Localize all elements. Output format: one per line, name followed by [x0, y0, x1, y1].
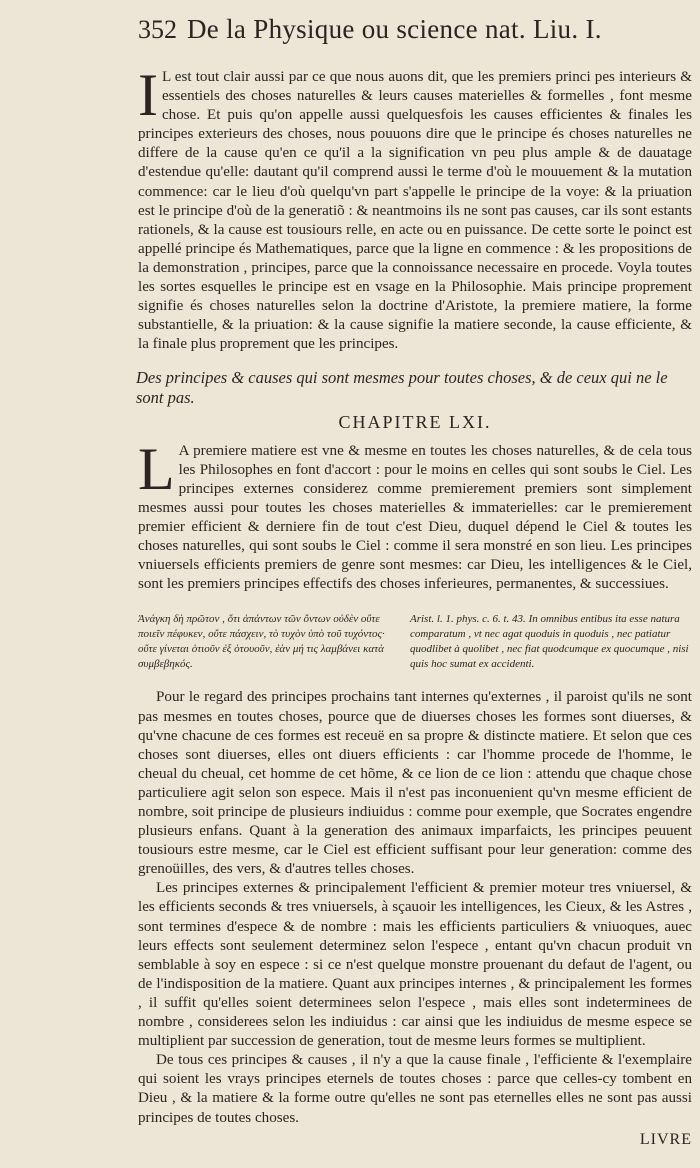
paragraph-intro — [138, 62, 692, 354]
drop-cap-l: L — [138, 435, 175, 502]
paragraph-chapter-open-text: A premiere matiere est vne & mesme en toutes les choses naturelles, & de cela tous les Philosophes en font d'accort : pour le moins en celles qui sont soubs le Ciel. Les principes externes considerez comme premierement premiers sont simplement mesmes aussi pour toutes les choses materielles & immaterielles: car le premierement premier efficient & derniere fin de tout c'est Dieu, duquel dépend le Ciel & toutes les choses naturelles, qui sont soubs le Ciel : comme il sera monstré en son lieu. Les principes vniuersels efficients premiers de genre sont mesmes: car Dieu, les intelligences & le Ciel, sont les premiers principes effectifs des choses inferieures, permanentes, & successiues. — [138, 442, 692, 593]
chapter-rubric: Des principes & causes qui sont mesmes pour toutes choses, & de ceux qui ne le sont pas. — [136, 368, 668, 407]
paragraph-intro-text: L est tout clair aussi par ce que nous auons dit, que les premiers princi pes interieurs & essentiels des choses naturelles & leurs causes materielles & formelles , font mesme chose. Et puis qu'on appelle aussi quelquesfois les causes efficientes & finales les principes exterieurs des choses, nous pouuons dire que le principe és choses naturelles ne differe de la cause qu'en ce qu'il a la signification vn peu plus ample & de dauatage d'estendue qu'elle: dautant qu'il comprend aussi le terme d'où le mouuement & la mutation commence: car le lieu d'où quelqu'vn part s'appelle le principe de la voye: & la priuation est le principe d'où de la generatiõ : & neantmoins ils ne sont pas causes, car ils sont estants rationels, & la cause est tousiours relle, en acte ou en puissance. De cette sorte le poinct est appellé principe és Mathematiques, parce que la ligne en commence : & les propositions de la demonstration , principes, parce que la connoissance necessaire en procede. Voyla toutes les sortes esquelles le principe est en vsage en la Philosophie. Mais principe proprement signifie és choses naturelles selon la doctrine d'Aristote, la premiere matiere, la forme substantielle, & la priuation: & la cause signifie la matiere seconde, la cause efficiente, & la finale plus proprement que les principes. — [138, 69, 692, 353]
drop-cap-i: I — [138, 62, 158, 128]
catchword: LIVRE — [639, 1130, 692, 1148]
paragraph-external-principles: Les principes externes & principalement l'efficient & premier moteur tres vniuersel, & les efficients seconds & tres vniuersels, à sçauoir les intelligences, les Cieux, & les Astres , sont termines d'espece & de nombre : mais les efficients particuliers & vniuoques, auec leurs effects sont seulement determinez selon l'espece , entant qu'vn chacun produit vn semblable à soy en espece : si ce n'est quelque monstre prouenant du defaut de l'agent, ou de l'indisposition de la matiere. Quant aux principes internes , & principalement les formes , il suffit qu'elles soient determinees selon l'espece , mais elles sont indeterminees de nombre , considerees selon les indiuidus : car ainsi que les indiuidus de mesme espece se multiplient par succession de generation, tout de mesme leurs formes se multiplient. — [138, 880, 692, 1050]
latin-citation — [410, 612, 692, 672]
running-header — [138, 14, 692, 68]
greek-citation: Ἀνάγκη δὴ πρῶτον , ὅτι ἁπάντων τῶν ὄντων οὐδὲν οὔτε ποιεῖν πέφυκεν, οὔτε πάσχειν, τὸ τυχὸν ὑπὸ τοῦ τυχόντος· οὔτε γίνεται ὁτιοῦν ἐξ ὁτουοῦν, ἐὰν μή τις λαμβάνει κατὰ συμβεβηκός. — [138, 613, 385, 671]
chapter-heading: CHAPITRE LXI. — [338, 411, 492, 432]
running-head: De la Physique ou science nat. Liu. I. — [187, 14, 602, 44]
paragraph-chapter-open — [138, 435, 692, 595]
page-number: 352 — [138, 15, 177, 44]
paragraph-proximate-principles: Pour le regard des principes prochains tant internes qu'externes , il paroist qu'ils ne sont pas mesmes en toutes choses, pource que de diuerses choses les formes sont diuerses, & qu'vne chacune de ces formes est receuë en sa propre & distincte matiere. Et selon que ces choses sont diuerses, elles ont diuers efficients : car l'homme procede de l'homme, le cheual du cheual, cet homme de cet hõme, & ce lion de ce lion : attendu que chaque chose particuliere agit selon son espece. Mais il n'est pas inconuenient qu'vn mesme efficient de nombre, soit principe de plusieurs indiuidus : comme pour exemple, que Socrates engendre plusieurs enfans. Quant à la generation des animaux imparfaicts, les principes peuuent tousiours estre mesme, car le Ciel est efficient suffisant pour leur generation: comme des grenoüilles, des vers, & d'autres telles choses. — [138, 689, 692, 878]
paragraph-eternal-principles: De tous ces principes & causes , il n'y a que la cause finale , l'efficiente & l'exemplaire qui soient les vrays principes eternels de toutes choses : parce que celles-cy tombent en Dieu , & la matiere & la forme outre qu'elles ne sont pas eternelles elles ne sont pas aussi principes de toutes choses. — [138, 1052, 692, 1126]
latin-text: In omnibus entibus ita esse natura comparatum , vt nec agat quoduis in quoduis , nec patiatur quodlibet à quolibet , nec fiat quodcumque ex quocumque , nisi quis hoc sumat ex accidenti. — [410, 613, 689, 671]
latin-reference: Arist. l. 1. phys. c. 6. t. 43. — [410, 613, 526, 626]
marginal-citations — [138, 612, 692, 672]
